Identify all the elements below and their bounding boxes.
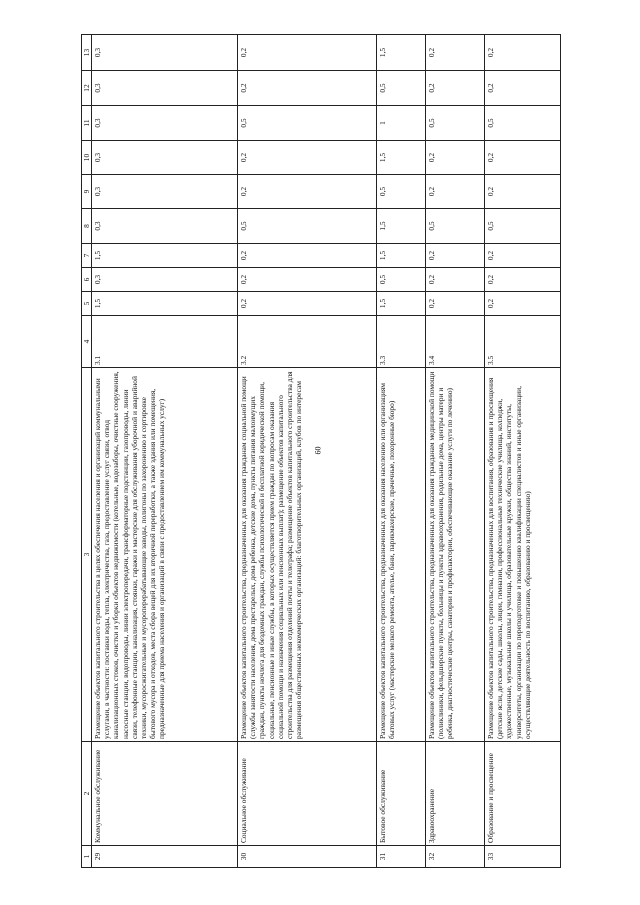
- table-row: [377, 35, 426, 868]
- coef-cell: 0,2: [426, 175, 485, 209]
- coef-cell: 0,2: [426, 35, 485, 71]
- header-row: [82, 35, 92, 868]
- row-number: 30: [238, 846, 377, 868]
- row-description: Размещение объектов капитального строительства, предназначенных для оказания населению или организациям бытовых услуг (мастерские мелкого ремонта, ателье, бани, парикмахерские, прачечные, похоронные бюро): [377, 368, 426, 742]
- header-cell: 10: [82, 141, 92, 175]
- row-description: Размещение объектов капитального строительства в целях обеспечения населения и организаций коммунальными услугами, в частности: поставки воды, тепла, электричества, газа, предоставление услуг связи, отвод канализационных стоков, очистки и уборки объектов недвижимости (котельные, водозаборы, очистные сооружения, насосные станции, водопроводы, линии электропередачи, трансформаторные подстанции, газопроводы, линии связи, телефонные станции, канализация, стоянки, гаражи и мастерские для обслуживания уборочной и аварийной техники, мусоросжигательные и мусороперерабатывающие заводы, полигоны по захоронению и сортировке бытового мусора и отходов, места сбора вещей для их вторичной переработки, а также здания или помещения, предназначенные для приема населения и организаций в связи с предоставлением им коммунальных услуг): [92, 368, 238, 742]
- row-code: 3.1: [92, 316, 238, 368]
- coef-cell: 1,5: [92, 292, 238, 316]
- coef-cell: 0,2: [485, 71, 561, 106]
- header-cell: 5: [82, 292, 92, 316]
- header-cell: 13: [82, 35, 92, 71]
- row-description: Размещение объектов капитального строительства, предназначенных для воспитания, образования и просвещения (детские ясли, детские сады, школы, лицеи, гимназии, профессиональные технические училища, колледжи, художественные, музыкальные школы и училища, образовательные кружки, общества знаний, институты, университеты, организации по переподготовке и повышению квалификации специалистов и иные организации, осуществляющие деятельность по воспитанию, образованию и просвещению): [485, 368, 561, 742]
- coef-cell: 0,5: [426, 106, 485, 141]
- coef-cell: 0,5: [377, 71, 426, 106]
- coef-cell: 1,5: [377, 244, 426, 268]
- coef-cell: 0,5: [485, 209, 561, 244]
- header-cell: 1: [82, 846, 92, 868]
- row-code: 3.3: [377, 316, 426, 368]
- row-number: 32: [426, 846, 485, 868]
- row-number: 29: [92, 846, 238, 868]
- coef-cell: 0,2: [426, 141, 485, 175]
- header-cell: 12: [82, 71, 92, 106]
- header-cell: 2: [82, 742, 92, 846]
- row-number: 33: [485, 846, 561, 868]
- coef-cell: 0,5: [485, 106, 561, 141]
- coef-cell: 0,2: [485, 141, 561, 175]
- row-description: Размещение объектов капитального строительства, предназначенных для оказания гражданам социальной помощи (службы занятости населения, дома престарелых, дома ребенка, детские дома, пункты питания малоимущих граждан, пункты ночлега для бездомных граждан, службы психологической и бесплатной юридической помощи, социальные, пенсионные и иные службы, в которых осуществляется прием граждан по вопросам оказания социальной помощи и назначения социальных или пенсионных выплат); размещение объектов капитального строительства для размещения отделений почты и телеграфа; размещение объектов капитального строительства для размещения общественных некоммерческих организаций: благотворительных организаций, клубов по интересам: [238, 368, 377, 742]
- header-cell: 4: [82, 316, 92, 368]
- row-number: 31: [377, 846, 426, 868]
- coef-cell: 0,3: [92, 209, 238, 244]
- coef-cell: 1: [377, 106, 426, 141]
- land-use-table: [81, 34, 561, 868]
- header-cell: 7: [82, 244, 92, 268]
- coef-cell: 0,2: [485, 244, 561, 268]
- coef-cell: 0,2: [238, 35, 377, 71]
- coef-cell: 0,5: [238, 106, 377, 141]
- rotated-page: [81, 35, 566, 868]
- header-cell: 6: [82, 268, 92, 292]
- table-row: [426, 35, 485, 868]
- coef-cell: 0,5: [377, 175, 426, 209]
- coef-cell: 0,5: [426, 209, 485, 244]
- header-cell: 9: [82, 175, 92, 209]
- row-code: 3.5: [485, 316, 561, 368]
- table-row: [92, 35, 238, 868]
- coef-cell: 0,3: [92, 35, 238, 71]
- coef-cell: 0,2: [426, 71, 485, 106]
- coef-cell: 0,2: [426, 292, 485, 316]
- coef-cell: 0,3: [92, 141, 238, 175]
- coef-cell: 1,5: [377, 209, 426, 244]
- header-cell: 11: [82, 106, 92, 141]
- coef-cell: 1,5: [377, 35, 426, 71]
- coef-cell: 0,2: [238, 268, 377, 292]
- coef-cell: 0,2: [485, 35, 561, 71]
- coef-cell: 0,2: [238, 175, 377, 209]
- table-row: [485, 35, 561, 868]
- coef-cell: 0,3: [92, 106, 238, 141]
- row-name: Социальное обслуживание: [238, 742, 377, 846]
- coef-cell: 0,2: [238, 71, 377, 106]
- coef-cell: 0,2: [426, 244, 485, 268]
- coef-cell: 0,2: [238, 244, 377, 268]
- coef-cell: 1,5: [377, 292, 426, 316]
- row-code: 3.4: [426, 316, 485, 368]
- coef-cell: 0,3: [92, 175, 238, 209]
- coef-cell: 1,5: [92, 244, 238, 268]
- coef-cell: 0,5: [238, 209, 377, 244]
- coef-cell: 0,2: [485, 292, 561, 316]
- table-row: [238, 35, 377, 868]
- row-name: Коммунальное обслуживание: [92, 742, 238, 846]
- coef-cell: 0,3: [92, 71, 238, 106]
- coef-cell: 0,3: [92, 268, 238, 292]
- row-name: Здравоохранение: [426, 742, 485, 846]
- row-description: Размещение объектов капитального строительства, предназначенных для оказания гражданам медицинской помощи (поликлиники, фельдшерские пункты, больницы и пункты здравоохранения, родильные дома, центры матери и ребенка, диагностические центры, санатории и профилактории, обеспечивающие оказание услуги по лечению): [426, 368, 485, 742]
- coef-cell: 1,5: [377, 141, 426, 175]
- page-number: 60: [313, 446, 323, 455]
- coef-cell: 0,2: [426, 268, 485, 292]
- row-name: Бытовое обслуживание: [377, 742, 426, 846]
- row-name: Образование и просвещение: [485, 742, 561, 846]
- row-code: 3.2: [238, 316, 377, 368]
- header-cell: 8: [82, 209, 92, 244]
- coef-cell: 0,2: [485, 175, 561, 209]
- coef-cell: 0,5: [377, 268, 426, 292]
- header-cell: 3: [82, 368, 92, 742]
- coef-cell: 0,2: [238, 292, 377, 316]
- coef-cell: 0,2: [238, 141, 377, 175]
- coef-cell: 0,2: [485, 268, 561, 292]
